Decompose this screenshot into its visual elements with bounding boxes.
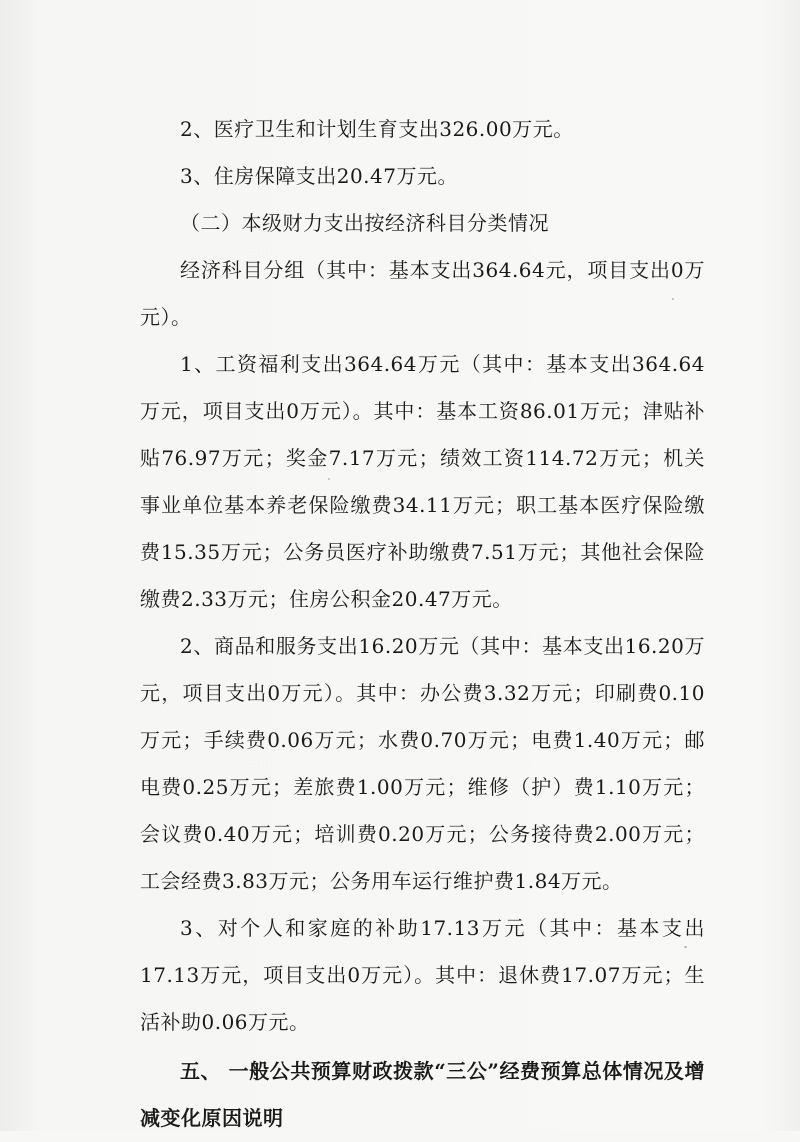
paragraph-goods-services: 2、商品和服务支出16.20万元（其中：基本支出16.20万元，项目支出0万元）。其中：办公费3.32万元；印刷费0.10万元；手续费0.06万元；水费0.70万元；电费1.40万元；邮电费0.25万元；差旅费1.00万元；维修（护）费1.10万元；会议费0.40万元；培训费0.20万元；公务接待费2.00万元；工会经费3.83万元；公务用车运行维护费1.84万元。 [140, 634, 705, 893]
scan-speck [672, 298, 674, 300]
scan-speck [684, 946, 687, 948]
paragraph-wages-welfare: 1、工资福利支出364.64万元（其中：基本支出364.64万元，项目支出0万元）。其中：基本工资86.01万元；津贴补贴76.97万元；奖金7.17万元；绩效工资114.72万元；机关事业单位基本养老保险缴费34.11万元；职工基本医疗保险缴费15.35万元；公务员医疗补助缴费7.51万元；其他社会保险缴费2.33万元；住房公积金20.47万元。 [140, 352, 705, 611]
paragraph-individual-subsidies: 3、对个人和家庭的补助17.13万元（其中：基本支出17.13万元，项目支出0万元）。其中：退休费17.07万元；生活补助0.06万元。 [140, 916, 705, 1034]
subheading-economic-classification: （二）本级财力支出按经济科目分类情况 [180, 211, 549, 235]
paragraph-health-expenditure: 2、医疗卫生和计划生育支出326.00万元。 [180, 117, 574, 141]
scan-speck [328, 478, 330, 480]
section-heading-three-public: 五、 一般公共预算财政拨款“三公”经费预算总体情况及增减变化原因说明 [140, 1059, 705, 1130]
paragraph-economic-grouping: 经济科目分组（其中：基本支出364.64元，项目支出0万元）。 [140, 258, 705, 329]
paragraph-housing-expenditure: 3、住房保障支出20.47万元。 [180, 164, 458, 188]
document-body [140, 106, 705, 1142]
